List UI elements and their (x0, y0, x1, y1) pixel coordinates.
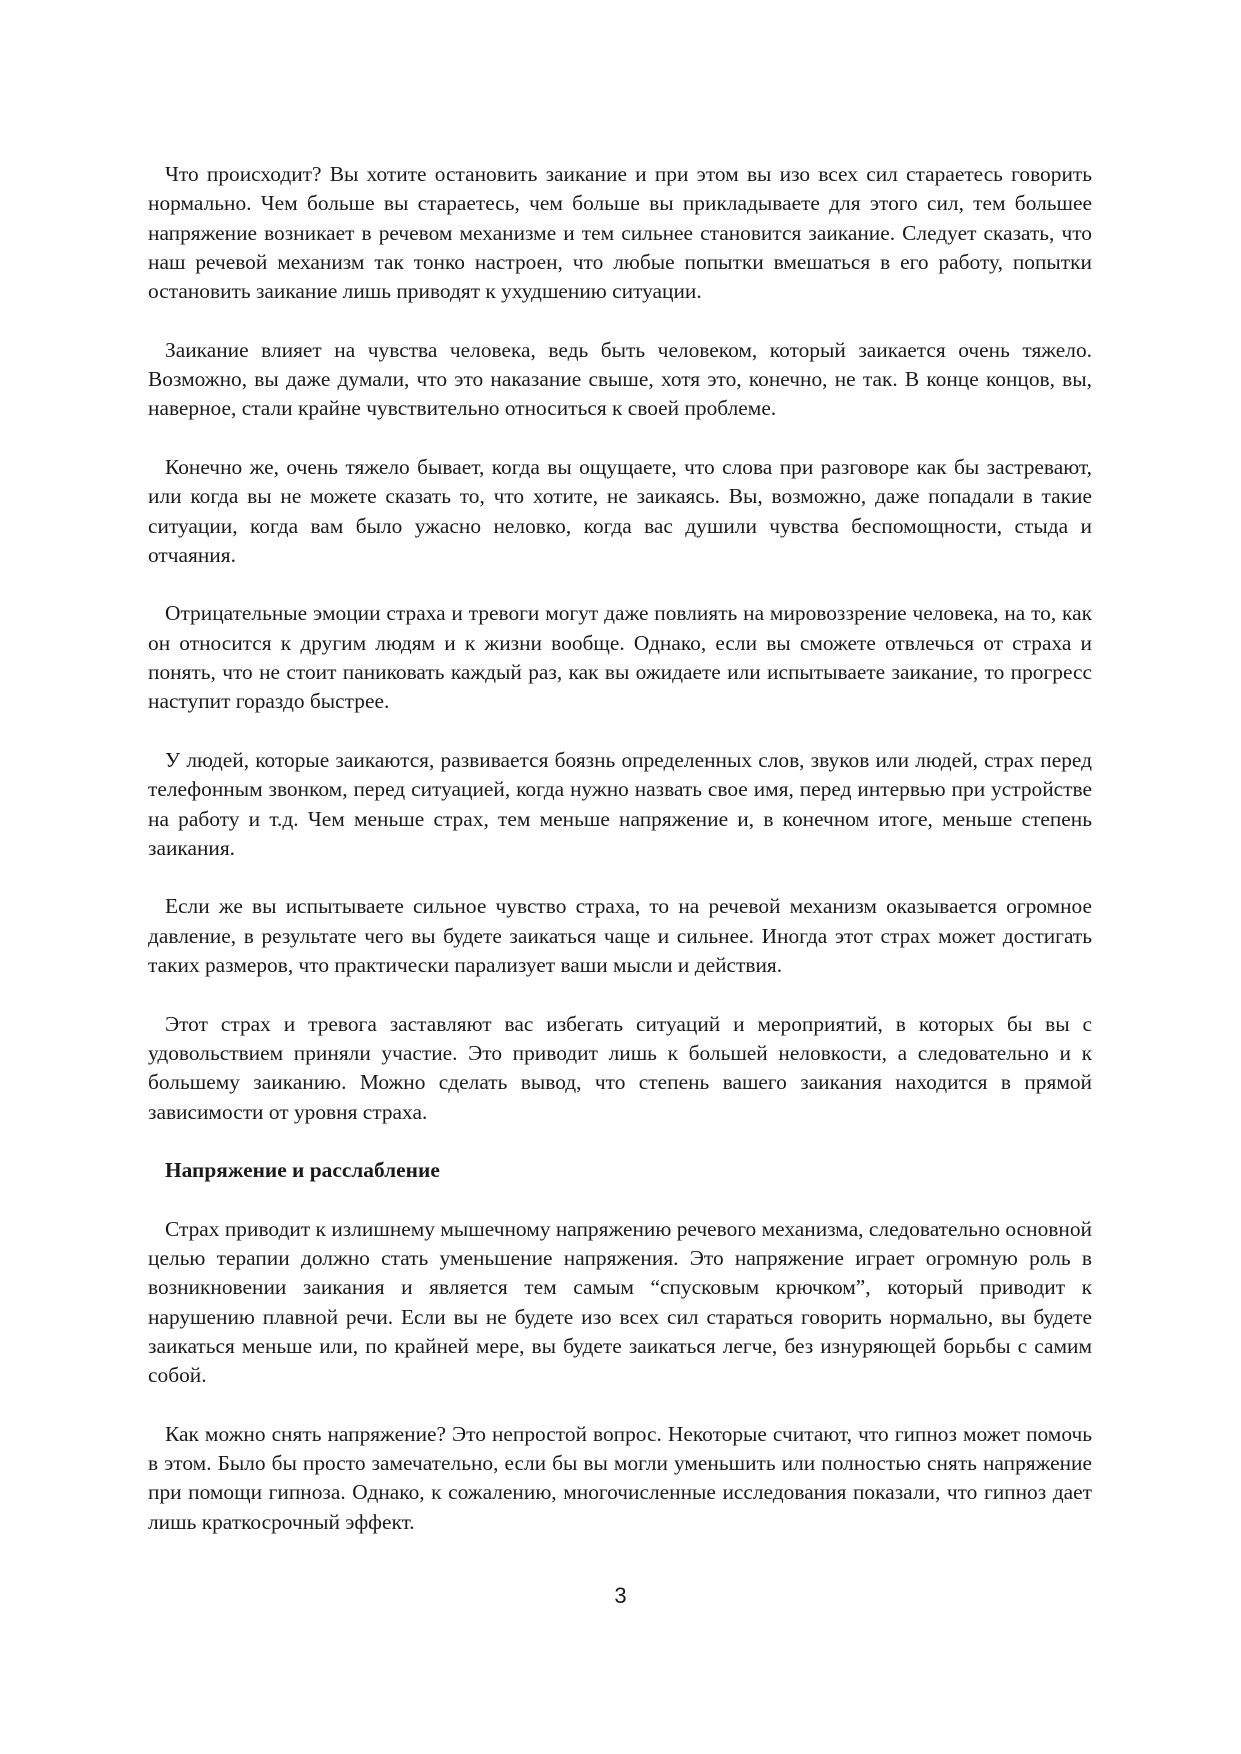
paragraph-strong-fear: Если же вы испытываете сильное чувство страха, то на речевой механизм оказывается огромное давление, в результате чего вы будете заикаться чаще и сильнее. Иногда этот страх может достигать таких размеров, что практически парализует ваши мысли и действия. (148, 894, 1092, 978)
page-number: 3 (614, 1583, 627, 1608)
paragraph-muscle-tension: Страх приводит к излишнему мышечному напряжению речевого механизма, следовательно основной целью терапии должно стать уменьшение напряжения. Это напряжение играет огромную роль в возникновении заикания и является тем самым “спусковым крючком”, который приводит к нарушению плавной речи. Если вы не будете изо всех сил стараться говорить нормально, вы будете заикаться меньше или, по крайней мере, вы будете заикаться легче, без изнуряющей борьбы с самим собой. (148, 1216, 1092, 1388)
paragraph-hypnosis: Как можно снять напряжение? Это непростой вопрос. Некоторые считают, что гипноз может помочь в этом. Было бы просто замечательно, если бы вы могли уменьшить или полностью снять напряжение при помощи гипноза. Однако, к сожалению, многочисленные исследования показали, что гипноз дает лишь краткосрочный эффект. (148, 1421, 1092, 1534)
section-heading: Напряжение и расслабление (165, 1158, 440, 1183)
paragraph-feelings: Заикание влияет на чувства человека, ведь быть человеком, который заикается очень тяжело. Возможно, вы даже думали, что это наказание свыше, хотя это, конечно, не так. В конце концов, вы, наверное, стали крайне чувствительно относиться к своей проблеме. (148, 337, 1092, 421)
paragraph-fear-of-words: У людей, которые заикаются, развивается боязнь определенных слов, звуков или людей, страх перед телефонным звонком, перед ситуацией, когда нужно назвать свое имя, перед интервью при устройстве на работу и т.д. Чем меньше страх, тем меньше напряжение и, в конечном итоге, меньше степень заикания. (148, 747, 1092, 860)
paragraph-words-stuck: Конечно же, очень тяжело бывает, когда вы ощущаете, что слова при разговоре как бы застревают, или когда вы не можете сказать то, что хотите, не заикаясь. Вы, возможно, даже попадали в такие ситуации, когда вам было ужасно неловко, когда вас душили чувства беспомощности, стыда и отчаяния. (148, 454, 1092, 567)
paragraph-what-happens: Что происходит? Вы хотите остановить заикание и при этом вы изо всех сил стараетесь говорить нормально. Чем больше вы стараетесь, чем больше вы прикладываете для этого сил, тем большее напряжение возникает в речевом механизме и тем сильнее становится заикание. Следует сказать, что наш речевой механизм так тонко настроен, что любые попытки вмешаться в его работу, попытки остановить заикание лишь приводят к ухудшению ситуации. (148, 162, 1092, 304)
paragraph-negative-emotions: Отрицательные эмоции страха и тревоги могут даже повлиять на мировоззрение человека, на то, как он относится к другим людям и к жизни вообще. Однако, если вы сможете отвлечься от страха и понять, что не стоит паниковать каждый раз, как вы ожидаете или испытываете заикание, то прогресс наступит гораздо быстрее. (148, 601, 1092, 714)
paragraph-avoidance: Этот страх и тревога заставляют вас избегать ситуаций и мероприятий, в которых бы вы с удовольствием приняли участие. Это приводит лишь к большей неловкости, а следовательно и к большему заиканию. Можно сделать вывод, что степень вашего заикания находится в прямой зависимости от уровня страха. (148, 1011, 1092, 1124)
text-column (148, 160, 1092, 1566)
